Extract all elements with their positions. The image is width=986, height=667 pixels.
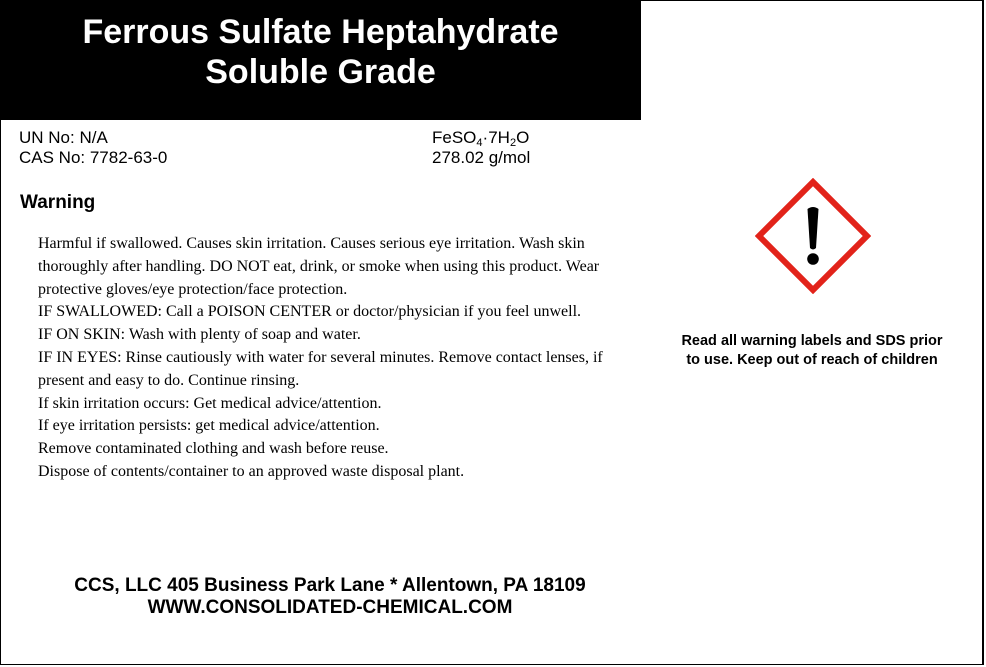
formula-block: [432, 128, 530, 168]
advisory-text: Read all warning labels and SDS prior to use. Keep out of reach of children: [681, 333, 943, 368]
cas-number: CAS No: 7782-63-0: [19, 148, 168, 167]
product-grade: Soluble Grade: [205, 53, 436, 91]
chemical-formula: $FeSO_4\cdot 7H_2O$: [432, 128, 530, 149]
product-title: Ferrous Sulfate Heptahydrate: [82, 13, 559, 51]
company-info: [20, 575, 640, 619]
hazard-statement: IF IN EYES: Rinse cautiously with water for several minutes. Remove contact lenses, if present and easy to do. Continue rinsing.: [38, 348, 603, 389]
un-number: UN No: N/A: [19, 128, 108, 147]
product-title-banner: [0, 0, 641, 120]
exclamation-mark-pictogram-icon: [755, 178, 871, 294]
hazard-statement: If skin irritation occurs: Get medical advice/attention.: [38, 394, 382, 412]
company-address: CCS, LLC 405 Business Park Lane * Allentown, PA 18109: [74, 575, 586, 596]
identifier-block: [19, 128, 167, 168]
hazard-statement: IF SWALLOWED: Call a POISON CENTER or doctor/physician if you feel unwell.: [38, 303, 582, 321]
hazard-statements: [38, 233, 638, 484]
hazard-statement: If eye irritation persists: get medical advice/attention.: [38, 417, 380, 435]
molar-mass: 278.02 g/mol: [432, 148, 531, 167]
hazard-statement: Remove contaminated clothing and wash before reuse.: [38, 440, 389, 458]
hazard-statement: Dispose of contents/container to an approved waste disposal plant.: [38, 462, 465, 480]
hazard-statement: IF ON SKIN: Wash with plenty of soap and water.: [38, 326, 361, 344]
hazard-statement: Harmful if swallowed. Causes skin irritation. Causes serious eye irritation. Wash skin thoroughly after handling. DO NOT eat, drink, or smoke when using this product. Wear protective gloves/eye protection/face protection.: [38, 235, 600, 298]
company-website: WWW.CONSOLIDATED-CHEMICAL.COM: [147, 597, 513, 618]
signal-word: Warning: [20, 192, 96, 213]
